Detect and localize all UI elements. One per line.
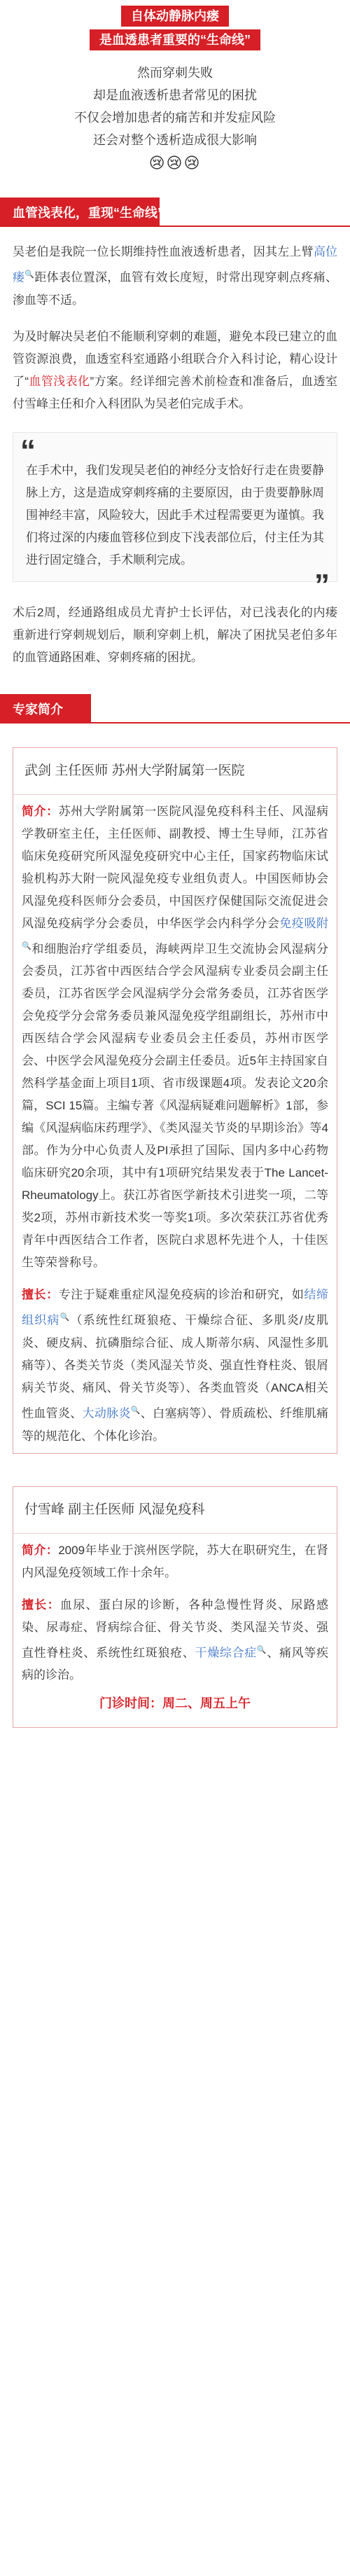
close-quote-icon: ” bbox=[314, 567, 330, 602]
expert-specialty: 擅长：专注于疑难重症风湿免疫病的诊治和研究，如结缔组织病🔍（系统性红斑狼疮、干燥综合征、多肌炎/皮肌炎、硬皮病、抗磷脂综合征、成人斯蒂尔病、风湿性多肌痛等）、各类关节炎（类风湿关节炎、强直性脊柱炎、银屑病关节炎、痛风、骨关节炎等）、各类血管炎（ANCA相关性血管炎、大动脉炎🔍、白塞病等）、骨质疏松、纤维肌痛等的规范化、个体化诊治。 bbox=[22, 1288, 329, 1443]
intro-line: 然而穿刺失败 bbox=[137, 66, 213, 80]
search-icon[interactable]: 🔍 bbox=[256, 1645, 267, 1654]
section-header-vascular bbox=[0, 198, 350, 227]
section-header-experts bbox=[0, 694, 350, 723]
search-icon[interactable]: 🔍 bbox=[59, 1313, 71, 1322]
section-title: 专家简介 bbox=[13, 702, 63, 716]
intro-band-2: 是血透患者重要的“生命线” bbox=[90, 29, 260, 50]
link-immunoadsorption[interactable]: 免疫吸附 bbox=[279, 916, 329, 930]
intro-band-1: 自体动静脉内瘘 bbox=[121, 6, 229, 27]
clinic-hours: 门诊时间：周二、周五上午 bbox=[99, 1696, 251, 1711]
expert-intro: 简介：苏州大学附属第一医院风湿免疫科科主任、风湿病学教研室主任，主任医师、副教授、博士生导师，江苏省临床免疫研究所风湿免疫研究中心主任，国家药物临床试验机构苏大附一院风湿免疫专业组负责人。中国医师协会风湿免疫科医师分会委员，中国医疗保健国际交流促进会风湿免疫病学分会委员，中华医学会内科学分会免疫吸附🔍和细胞治疗学组委员，海峡两岸卫生交流协会风湿病分会委员，江苏省中西医结合学会风湿病专业委员会副主任委员，江苏省医学会风湿病学分会常务委员，江苏省医学会免疫学分会常务委员兼风湿免疫学组副组长，苏州市中西医结合学会风湿病专业委员会主任委员，苏州市医学会、中医学会风湿免疫分会副主任委员。近5年主持国家自然科学基金面上项目1项、省市级课题4项。发表论文20余篇，SCI 15篇。主编专著《风湿病疑难问题解析》1部，参编《风湿病临床药理学》、《类风湿关节炎的早期诊治》等4部。作为分中心负责人及PI承担了国际、国内多中心药物临床研究20余项，其中有1项研究结果发表于The Lancet-Rheumatology上。获江苏省医学新技术引进奖一项，二等奖2项，苏州市新技术奖一等奖1项。多次荣获江苏省优秀青年中西医结合工作者，医院白求恩杯先进个人，十佳医生等荣誉称号。 bbox=[22, 804, 329, 1270]
intro-line: 还会对整个透析造成很大影响 bbox=[93, 133, 257, 147]
crying-emoji-icon: 😢😢😢 bbox=[148, 154, 202, 172]
link-high-fistula[interactable]: 高位瘘 bbox=[13, 245, 338, 284]
link-takayasu[interactable]: 大动脉炎 bbox=[82, 1406, 131, 1420]
link-sjogren[interactable]: 干燥综合症 bbox=[195, 1646, 257, 1660]
search-icon[interactable]: 🔍 bbox=[24, 270, 35, 279]
paragraph-1: 吴老伯是我院一位长期维持性血液透析患者，因其左上臂高位瘘🔍距体表位置深，血管有效长度短，时常出现穿刺点疼痛、渗血等不适。 bbox=[13, 245, 338, 307]
expert-title: 武剑 主任医师 苏州大学附属第一医院 bbox=[13, 748, 337, 795]
search-icon[interactable]: 🔍 bbox=[130, 1406, 141, 1415]
expert-specialty: 擅长：血尿、蛋白尿的诊断，各种急慢性肾炎、尿路感染、尿毒症、肾病综合征、骨关节炎、类风湿关节炎、强直性脊柱炎、系统性红斑狼疮、干燥综合症🔍、痛风等疾病的诊治。 bbox=[22, 1598, 329, 1682]
intro-line: 却是血液透析患者常见的困扰 bbox=[93, 88, 257, 102]
expert-card-fuxuefeng bbox=[13, 1486, 337, 1729]
intro-block bbox=[0, 0, 350, 172]
highlight-text: 血管浅表化 bbox=[29, 374, 90, 388]
doctor-quote bbox=[13, 432, 337, 602]
section-title: 血管浅表化，重现“生命线” bbox=[13, 206, 164, 220]
expert-intro: 简介：2009年毕业于滨州医学院，苏大在职研究生，在肾内风湿免疫领域工作十余年。 bbox=[22, 1543, 328, 1579]
search-icon[interactable]: 🔍 bbox=[22, 941, 32, 950]
paragraph-3: 术后2周，经通路组成员尤青护士长评估，对已浅表化的内瘘重新进行穿刺规划后，顺利穿刺上机，解决了困扰吴老伯多年的血管通路困难、穿刺疼痛的困扰。 bbox=[13, 605, 337, 664]
paragraph-2: 为及时解决吴老伯不能顺利穿刺的难题，避免本段已建立的血管资源浪费，血透室科室通路小组联合介入科讨论，精心设计了“血管浅表化”方案。经详细完善术前检查和准备后，血透室付雪峰主任和介入科团队为吴老伯完成手术。 bbox=[13, 329, 337, 410]
link-connective-tissue[interactable]: 结缔组织病 bbox=[22, 1288, 329, 1327]
expert-card-wujian bbox=[13, 747, 337, 1454]
intro-lines bbox=[0, 62, 350, 151]
expert-title: 付雪峰 副主任医师 风湿免疫科 bbox=[13, 1487, 337, 1534]
intro-line: 不仅会增加患者的痛苦和并发症风险 bbox=[74, 111, 276, 125]
open-quote-icon: “ bbox=[20, 433, 36, 468]
quote-text: 在手术中，我们发现吴老伯的神经分支恰好行走在贵要静脉上方，这是造成穿刺疼痛的主要原因，由于贵要静脉周围神经丰富，风险较大，因此手术过程需要更为谨慎。我们将过深的内瘘血管移位到皮下浅表部位后，付主任为其进行固定缝合，手术顺利完成。 bbox=[26, 463, 324, 567]
